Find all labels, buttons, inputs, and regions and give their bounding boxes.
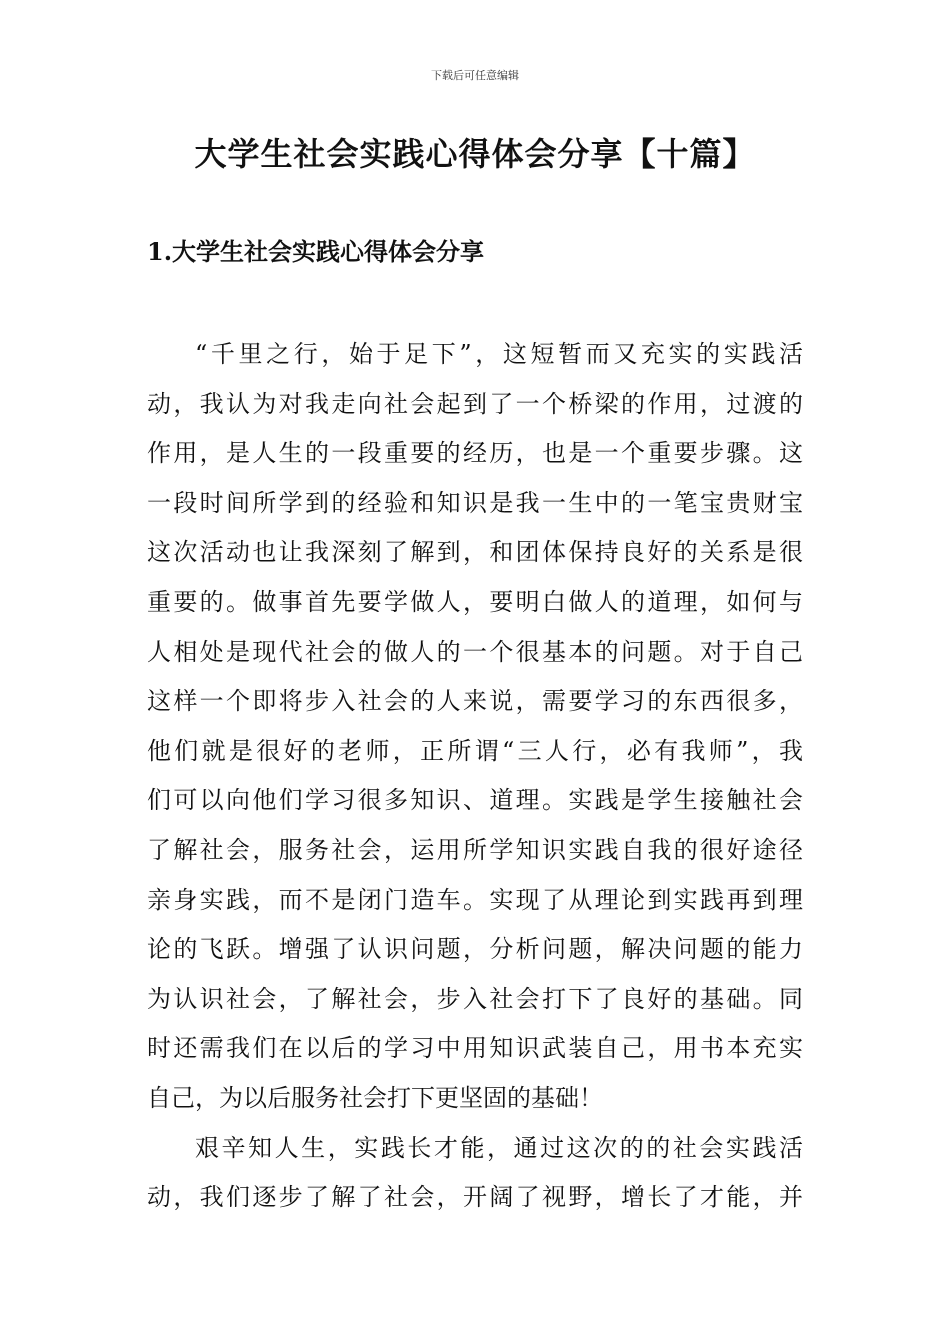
text-line: 们可以向他们学习很多知识、道理。实践是学生接触社会: [147, 786, 803, 815]
text-line: 人相处是现代社会的做人的一个很基本的问题。对于自己: [147, 637, 803, 666]
text-line: 了解社会，服务社会，运用所学知识实践自我的很好途径: [147, 835, 803, 864]
paragraph-1: [147, 330, 803, 1124]
text-line: 亲身实践，而不是闭门造车。实现了从理论到实践再到理: [147, 885, 803, 914]
text-line: 这样一个即将步入社会的人来说，需要学习的东西很多，: [147, 687, 803, 716]
text-line: 重要的。做事首先要学做人，要明白做人的道理，如何与: [147, 587, 803, 616]
text-line: 论的飞跃。增强了认识问题，分析问题，解决问题的能力: [147, 935, 803, 964]
section-heading: 1.大学生社会实践心得体会分享: [147, 237, 485, 266]
text-line: 为认识社会，了解社会，步入社会打下了良好的基础。同: [147, 984, 803, 1013]
document-title: 大学生社会实践心得体会分享【十篇】: [194, 135, 756, 173]
text-line: 动，我认为对我走向社会起到了一个桥梁的作用，过渡的: [147, 389, 803, 418]
text-line: 自己，为以后服务社会打下更坚固的基础！: [147, 1083, 603, 1112]
text-line: 一段时间所学到的经验和知识是我一生中的一笔宝贵财宝: [147, 488, 803, 517]
paragraph-2: [147, 1124, 803, 1223]
header-note: 下载后可任意编辑: [431, 69, 519, 82]
body-text: [147, 330, 803, 1223]
text-line: 这次活动也让我深刻了解到，和团体保持良好的关系是很: [147, 538, 803, 567]
text-line: “千里之行，始于足下”，这短暂而又充实的实践活: [195, 340, 803, 368]
text-line: 艰辛知人生，实践长才能，通过这次的的社会实践活: [195, 1133, 803, 1162]
text-line: 时还需我们在以后的学习中用知识武装自己，用书本充实: [147, 1034, 803, 1063]
text-line: 动，我们逐步了解了社会，开阔了视野，增长了才能，并: [147, 1183, 803, 1212]
text-line: 他们就是很好的老师，正所谓“三人行，必有我师”，我: [147, 736, 803, 765]
text-line: 作用，是人生的一段重要的经历，也是一个重要步骤。这: [147, 439, 803, 468]
